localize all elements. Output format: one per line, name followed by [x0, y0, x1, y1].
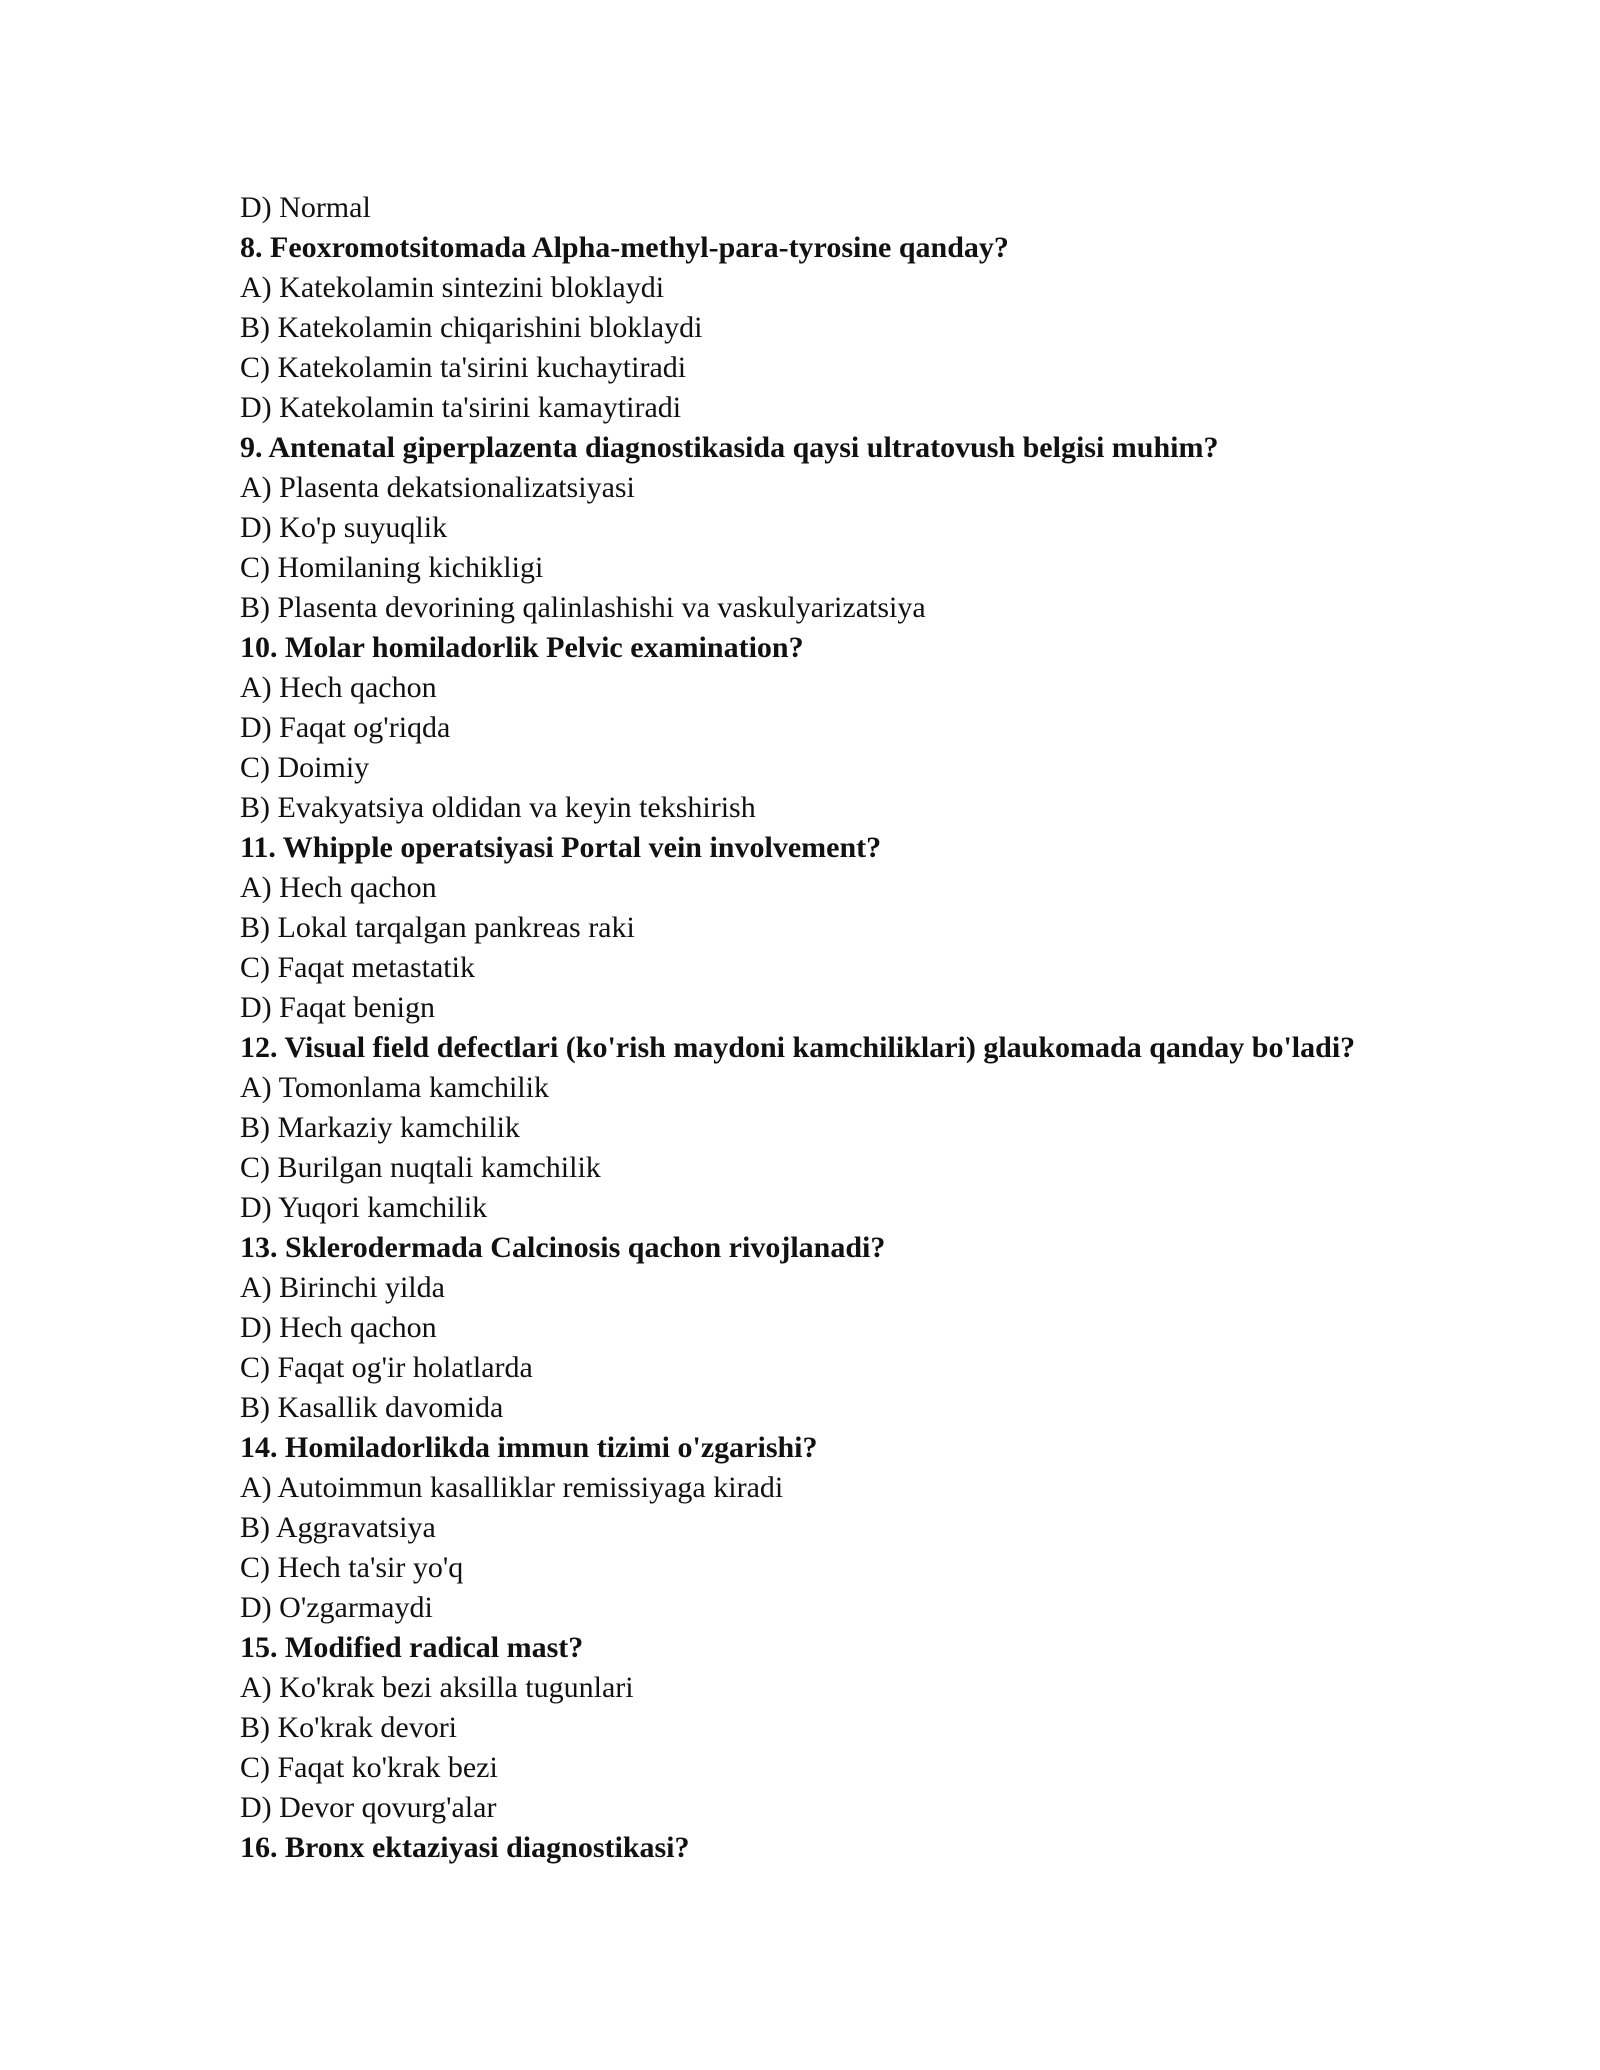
answer-option: A) Hech qachon [240, 671, 437, 704]
answer-option: B) Aggravatsiya [240, 1511, 436, 1544]
answer-option: D) Normal [240, 191, 371, 224]
answer-option: D) Devor qovurg'alar [240, 1791, 497, 1824]
question-heading: 16. Bronx ektaziyasi diagnostikasi? [240, 1831, 690, 1864]
answer-option: D) O'zgarmaydi [240, 1591, 433, 1624]
answer-option: B) Markaziy kamchilik [240, 1111, 520, 1144]
answer-option: D) Yuqori kamchilik [240, 1191, 488, 1224]
answer-option: B) Ko'krak devori [240, 1711, 458, 1744]
question-heading: 8. Feoxromotsitomada Alpha-methyl-para-tyrosine qanday? [240, 231, 1009, 264]
answer-option: B) Katekolamin chiqarishini bloklaydi [240, 311, 703, 344]
question-heading: 12. Visual field defectlari (ko'rish maydoni kamchiliklari) glaukomada qanday bo'ladi? [240, 1031, 1356, 1064]
question-heading: 11. Whipple operatsiyasi Portal vein involvement? [240, 831, 882, 864]
answer-option: B) Kasallik davomida [240, 1391, 504, 1424]
answer-option: C) Faqat ko'krak bezi [240, 1751, 498, 1784]
page-content [240, 188, 1500, 1868]
answer-option: C) Burilgan nuqtali kamchilik [240, 1151, 601, 1184]
answer-option: A) Hech qachon [240, 871, 437, 904]
question-heading: 13. Sklerodermada Calcinosis qachon rivojlanadi? [240, 1231, 886, 1264]
answer-option: D) Katekolamin ta'sirini kamaytiradi [240, 391, 682, 424]
answer-option: C) Doimiy [240, 751, 370, 784]
answer-option: A) Tomonlama kamchilik [240, 1071, 549, 1104]
answer-option: B) Plasenta devorining qalinlashishi va vaskulyarizatsiya [240, 591, 926, 624]
answer-option: A) Autoimmun kasalliklar remissiyaga kiradi [240, 1471, 784, 1504]
question-heading: 15. Modified radical mast? [240, 1631, 584, 1664]
answer-option: C) Hech ta'sir yo'q [240, 1551, 464, 1584]
question-heading: 14. Homiladorlikda immun tizimi o'zgarishi? [240, 1431, 818, 1464]
question-heading: 10. Molar homiladorlik Pelvic examination? [240, 631, 804, 664]
answer-option: A) Katekolamin sintezini bloklaydi [240, 271, 665, 304]
answer-option: D) Faqat og'riqda [240, 711, 451, 744]
answer-option: B) Evakyatsiya oldidan va keyin tekshirish [240, 791, 756, 824]
answer-option: A) Birinchi yilda [240, 1271, 445, 1304]
answer-option: B) Lokal tarqalgan pankreas raki [240, 911, 635, 944]
answer-option: D) Faqat benign [240, 991, 435, 1024]
answer-option: C) Faqat metastatik [240, 951, 475, 984]
answer-option: A) Ko'krak bezi aksilla tugunlari [240, 1671, 634, 1704]
question-heading: 9. Antenatal giperplazenta diagnostikasida qaysi ultratovush belgisi muhim? [240, 431, 1219, 464]
answer-option: D) Hech qachon [240, 1311, 437, 1344]
answer-option: C) Homilaning kichikligi [240, 551, 544, 584]
answer-option: A) Plasenta dekatsionalizatsiyasi [240, 471, 635, 504]
answer-option: C) Faqat og'ir holatlarda [240, 1351, 533, 1384]
answer-option: C) Katekolamin ta'sirini kuchaytiradi [240, 351, 687, 384]
answer-option: D) Ko'p suyuqlik [240, 511, 448, 544]
